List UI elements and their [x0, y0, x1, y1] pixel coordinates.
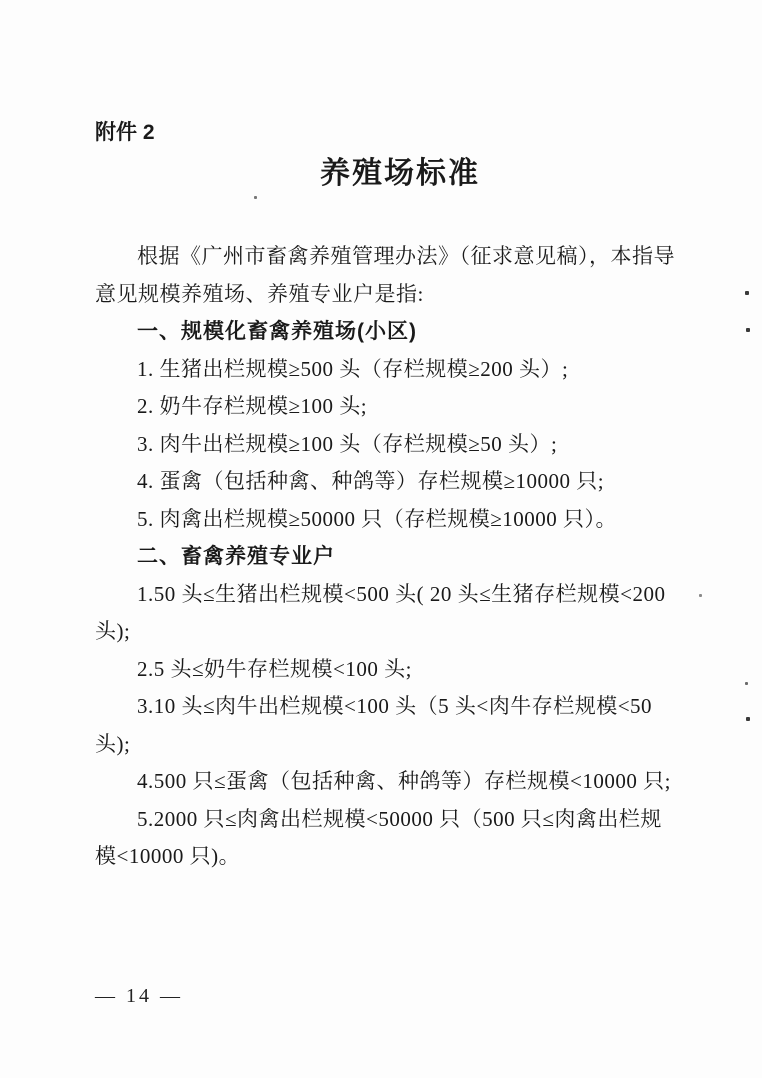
section-1-item-4: 4. 蛋禽（包括种禽、种鸽等）存栏规模≥10000 只;	[137, 469, 605, 493]
section-1-item-5: 5. 肉禽出栏规模≥50000 只（存栏规模≥10000 只）。	[137, 506, 618, 531]
page-number: — 14 —	[95, 985, 183, 1007]
section-1-item-3: 3. 肉牛出栏规模≥100 头（存栏规模≥50 头）;	[137, 431, 558, 456]
section-2-item-3-line-2: 头);	[95, 731, 131, 756]
scan-speck	[746, 328, 750, 332]
intro-line-2: 意见规模养殖场、养殖专业户是指:	[95, 281, 424, 306]
scan-speck	[746, 717, 750, 721]
section-2-item-1-line-2: 头);	[95, 619, 131, 643]
scan-speck	[699, 594, 702, 597]
scan-speck	[254, 196, 257, 199]
attachment-label: 附件 2	[95, 121, 155, 144]
scan-speck	[745, 291, 749, 295]
section-1-item-1: 1. 生猪出栏规模≥500 头（存栏规模≥200 头）;	[137, 356, 569, 381]
scan-speck	[745, 682, 748, 685]
section-2-item-4: 4.500 只≤蛋禽（包括种禽、种鸽等）存栏规模<10000 只;	[137, 769, 671, 793]
section-2-item-3-line-1: 3.10 头≤肉牛出栏规模<100 头（5 头<肉牛存栏规模<50	[137, 694, 653, 718]
intro-line-1: 根据《广州市畜禽养殖管理办法》（征求意见稿），本指导	[137, 244, 675, 268]
section-2-item-5-line-2: 模<10000 只)。	[95, 844, 241, 868]
document-body	[95, 118, 705, 876]
section-2-item-5-line-1: 5.2000 只≤肉禽出栏规模<50000 只（500 只≤肉禽出栏规	[137, 806, 662, 831]
section-1-item-2: 2. 奶牛存栏规模≥100 头;	[137, 394, 368, 418]
document-title: 养殖场标准	[320, 157, 480, 190]
section-2-item-1-line-1: 1.50 头≤生猪出栏规模<500 头( 20 头≤生猪存栏规模<200	[137, 581, 666, 606]
section-2-item-2: 2.5 头≤奶牛存栏规模<100 头;	[137, 656, 412, 681]
section-1-heading: 一、规模化畜禽养殖场(小区)	[137, 320, 417, 343]
section-2-heading: 二、畜禽养殖专业户	[137, 545, 335, 568]
